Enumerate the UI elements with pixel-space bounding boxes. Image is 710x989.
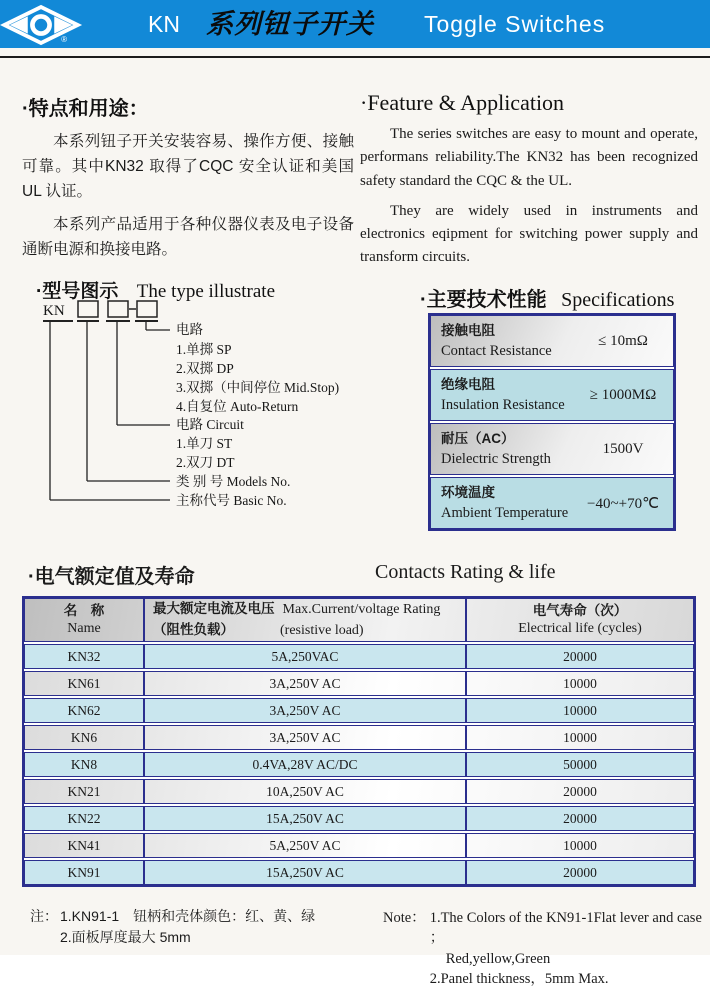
cell-rating: 3A,250V AC — [145, 699, 467, 722]
type-illustrate-heading-cn: ·型号图示 — [36, 281, 119, 302]
cell-life: 20000 — [563, 864, 597, 880]
diagram-option: 2.双掷 DP — [176, 361, 234, 376]
cell-life: 10000 — [563, 702, 597, 718]
features-paragraph-cn-2: 本系列产品适用于各种仪器仪表及电子设备通断电源和换接电路。 — [22, 216, 354, 259]
cell-name: KN6 — [25, 726, 145, 749]
table-row — [24, 806, 694, 831]
cell-name: KN62 — [25, 699, 145, 722]
table-row — [24, 725, 694, 750]
brand-logo-icon — [2, 3, 80, 47]
table-row — [24, 833, 694, 858]
registered-mark: ® — [61, 35, 68, 45]
cell-rating: 10A,250V AC — [145, 780, 467, 803]
model-number-diagram — [40, 298, 430, 513]
ratings-table-header — [24, 598, 694, 642]
spec-row-ambient-temperature — [430, 477, 674, 529]
spec-value: ≥ 1000MΩ — [589, 386, 657, 403]
cell-life: 10000 — [563, 837, 597, 853]
spec-label-cn: 环境温度 — [441, 484, 495, 500]
spec-label — [431, 375, 573, 416]
spec-label-cn: 耐压（AC） — [441, 430, 515, 446]
note-en-label: Note： — [383, 910, 426, 926]
spec-label — [431, 321, 573, 362]
cell-life: 20000 — [563, 783, 597, 799]
spec-row-insulation-resistance — [430, 369, 674, 421]
table-row — [24, 779, 694, 804]
header-rating-en: Max.Current/voltage Rating — [282, 602, 441, 618]
spec-row-contact-resistance — [430, 315, 674, 367]
note-en-line1: 1.The Colors of the KN91-1Flat lever and case ； — [429, 910, 702, 947]
header-life-en: Electrical life (cycles) — [518, 621, 642, 637]
features-paragraph-cn-1: 本系列钮子开关安装容易、操作方便、接触可靠。其中KN32 取得了CQC 安全认证和美国UL 认证。 — [22, 133, 354, 201]
cell-name: KN21 — [25, 780, 145, 803]
note-cn-line1: 1.KN91-1 钮柄和壳体颜色：红、黄、绿 — [60, 908, 316, 924]
cell-rating: 5A,250V AC — [145, 834, 467, 857]
features-section-cn — [22, 92, 354, 263]
diagram-label-models-no: 类 别 号 Models No. — [176, 474, 291, 489]
cell-name: KN41 — [25, 834, 145, 857]
header-cell-name — [25, 599, 145, 641]
cell-name: KN8 — [25, 753, 145, 776]
specifications-heading — [420, 283, 674, 312]
cell-rating: 3A,250V AC — [145, 726, 467, 749]
header-cell-rating — [145, 599, 467, 641]
diagram-prefix: KN — [43, 303, 65, 319]
spec-value: −40~+70℃ — [587, 495, 659, 512]
note-en — [383, 908, 710, 989]
diagram-option: 4.自复位 Auto-Return — [176, 399, 299, 414]
header-bar — [0, 0, 710, 48]
spec-label — [431, 483, 573, 524]
table-row — [24, 644, 694, 669]
features-paragraph-en-2: They are widely used in instruments and electronics eqipment for switching power supply and transform circuits. — [360, 202, 698, 266]
diagram-option: 1.单刀 ST — [176, 436, 233, 451]
note-cn-line2: 2.面板厚度最大 5mm — [60, 929, 191, 945]
spec-label-en: Ambient Temperature — [441, 504, 569, 521]
cell-life: 50000 — [563, 756, 597, 772]
features-paragraph-en-1: The series switches are easy to mount and operate, performans reliability.The KN32 has been recognized safety standard the CQC & the UL. — [360, 126, 698, 189]
specifications-heading-cn: ·主要技术性能 — [420, 289, 547, 311]
cell-life: 20000 — [563, 810, 597, 826]
spec-label-cn: 绝缘电阻 — [441, 376, 495, 392]
spec-label — [431, 429, 573, 470]
table-row — [24, 698, 694, 723]
spec-label-en: Contact Resistance — [441, 342, 552, 359]
note-en-line2: Red,yellow,Green — [445, 950, 551, 967]
diagram-label-circuit: 电路 Circuit — [176, 417, 244, 432]
cell-life: 10000 — [563, 729, 597, 745]
cell-rating: 5A,250VAC — [145, 645, 467, 668]
table-row — [24, 860, 694, 885]
spec-label-en: Insulation Resistance — [441, 396, 565, 413]
features-heading-en: ·Feature & Application — [360, 90, 565, 115]
cell-life: 20000 — [563, 648, 597, 664]
cell-name: KN61 — [25, 672, 145, 695]
cell-rating: 15A,250V AC — [145, 807, 467, 830]
cell-rating: 0.4VA,28V AC/DC — [145, 753, 467, 776]
cell-life: 10000 — [563, 675, 597, 691]
cell-rating: 15A,250V AC — [145, 861, 467, 884]
features-heading-cn: ·特点和用途： — [22, 98, 149, 120]
note-cn — [30, 906, 315, 948]
table-row — [24, 671, 694, 696]
spec-value: ≤ 10mΩ — [598, 332, 648, 349]
cell-rating: 3A,250V AC — [145, 672, 467, 695]
spec-value: 1500V — [602, 440, 644, 457]
specifications-table — [428, 313, 676, 531]
diagram-option: 3.双掷（中间停位 Mid.Stop) — [176, 380, 340, 395]
header-cell-life — [467, 599, 693, 641]
series-title-cn: 系列钮子开关 — [206, 9, 374, 39]
ratings-heading-en: Contacts Rating & life — [375, 561, 556, 583]
diagram-label-function: 电路 — [176, 322, 203, 337]
ratings-heading-cn: ·电气额定值及寿命 — [28, 566, 195, 588]
features-section-en — [360, 90, 698, 270]
diagram-option: 1.单掷 SP — [176, 342, 232, 357]
spec-label-cn: 接触电阻 — [441, 322, 495, 338]
cell-name: KN32 — [25, 645, 145, 668]
table-row — [24, 752, 694, 777]
specifications-heading-en: Specifications — [561, 289, 675, 311]
diagram-label-basic-no: 主称代号 Basic No. — [176, 493, 287, 508]
note-en-line3: 2.Panel thickness，5mm Max. — [429, 970, 609, 987]
note-cn-label: 注： — [30, 908, 58, 924]
header-rating-en2: (resistive load) — [280, 623, 364, 638]
ratings-table — [22, 596, 696, 887]
diagram-option: 2.双刀 DT — [176, 455, 235, 470]
cell-name: KN22 — [25, 807, 145, 830]
header-life-cn: 电气寿命（次） — [532, 602, 628, 618]
header-rating-cn2: （阻性负载） — [153, 622, 234, 637]
header-name-cn: 名 称 — [63, 602, 105, 618]
top-rule — [0, 56, 710, 58]
type-illustrate-heading-en: The type illustrate — [136, 281, 276, 302]
spec-row-dielectric-strength — [430, 423, 674, 475]
spec-label-en: Dielectric Strength — [441, 450, 551, 467]
header-name-en: Name — [67, 621, 101, 637]
cell-name: KN91 — [25, 861, 145, 884]
brand-code: KN — [148, 11, 180, 37]
header-rating-cn: 最大额定电流及电压 — [153, 601, 275, 617]
series-title-en: Toggle Switches — [424, 11, 606, 37]
